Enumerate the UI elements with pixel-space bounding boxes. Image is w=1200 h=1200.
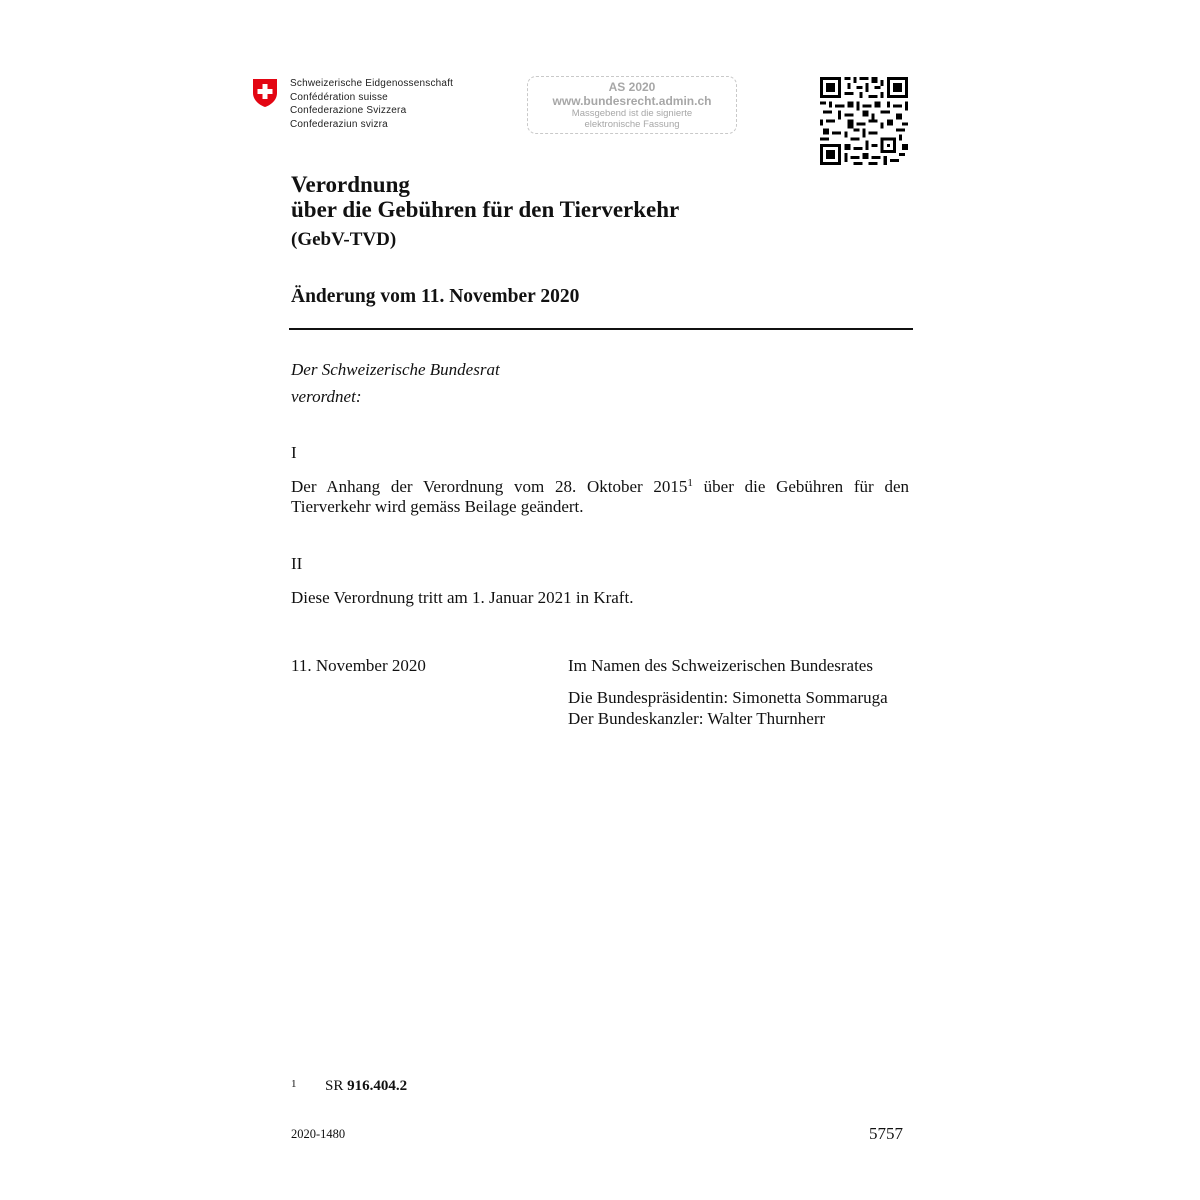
agency-name-fr: Confédération suisse <box>290 91 388 103</box>
section-numeral-2: II <box>291 554 303 573</box>
stamp-note-line1: Massgebend ist die signierte <box>571 108 693 119</box>
page-number: 5757 <box>869 1124 903 1143</box>
signature-on-behalf: Im Namen des Schweizerischen Bundesrates <box>568 656 873 675</box>
section-1-text-start: Der Anhang der Verordnung vom 28. Oktober 2015 <box>291 477 688 496</box>
section-numeral-1: I <box>291 443 297 462</box>
title-line-1: Verordnung <box>291 172 410 197</box>
agency-name-de: Schweizerische Eidgenossenschaft <box>290 78 454 89</box>
agency-name-it: Confederazione Svizzera <box>290 105 407 116</box>
signature-president: Die Bundespräsidentin: Simonetta Sommaruga <box>568 688 888 707</box>
official-publication-stamp <box>527 76 737 134</box>
document-title <box>291 172 679 222</box>
footnote-prefix: SR <box>325 1078 348 1094</box>
stamp-url[interactable]: www.bundesrecht.admin.ch <box>552 94 712 108</box>
stamp-collection: AS 2020 <box>608 80 656 94</box>
swiss-cross-icon <box>252 78 278 108</box>
amendment-date-heading: Änderung vom 11. November 2020 <box>291 286 580 307</box>
signature-chancellor: Der Bundeskanzler: Walter Thurnherr <box>568 709 826 728</box>
footnote-number: 1 <box>291 1078 297 1090</box>
agency-name-block <box>290 77 453 131</box>
title-divider <box>289 328 913 330</box>
stamp-note-line2: elektronische Fassung <box>584 119 680 130</box>
footnote-sr-reference[interactable]: 916.404.2 <box>347 1078 408 1094</box>
section-1-text-end: über die Gebühren für den Tierverkehr wird gemäss Beilage geändert. <box>291 477 909 516</box>
section-1-text <box>291 477 909 517</box>
title-line-2: über die Gebühren für den Tierverkehr <box>291 197 680 222</box>
signature-date: 11. November 2020 <box>291 656 426 675</box>
title-abbreviation: (GebV-TVD) <box>291 229 397 250</box>
enacting-verb: verordnet: <box>291 387 362 406</box>
footnote-text <box>325 1078 407 1095</box>
section-2-text: Diese Verordnung tritt am 1. Januar 2021 in Kraft. <box>291 588 634 607</box>
agency-name-rm: Confederaziun svizra <box>290 118 388 130</box>
footnote-reference[interactable]: 1 <box>687 477 693 489</box>
issuer: Der Schweizerische Bundesrat <box>291 360 500 379</box>
document-number: 2020-1480 <box>291 1127 346 1141</box>
qr-code-icon <box>820 77 908 165</box>
